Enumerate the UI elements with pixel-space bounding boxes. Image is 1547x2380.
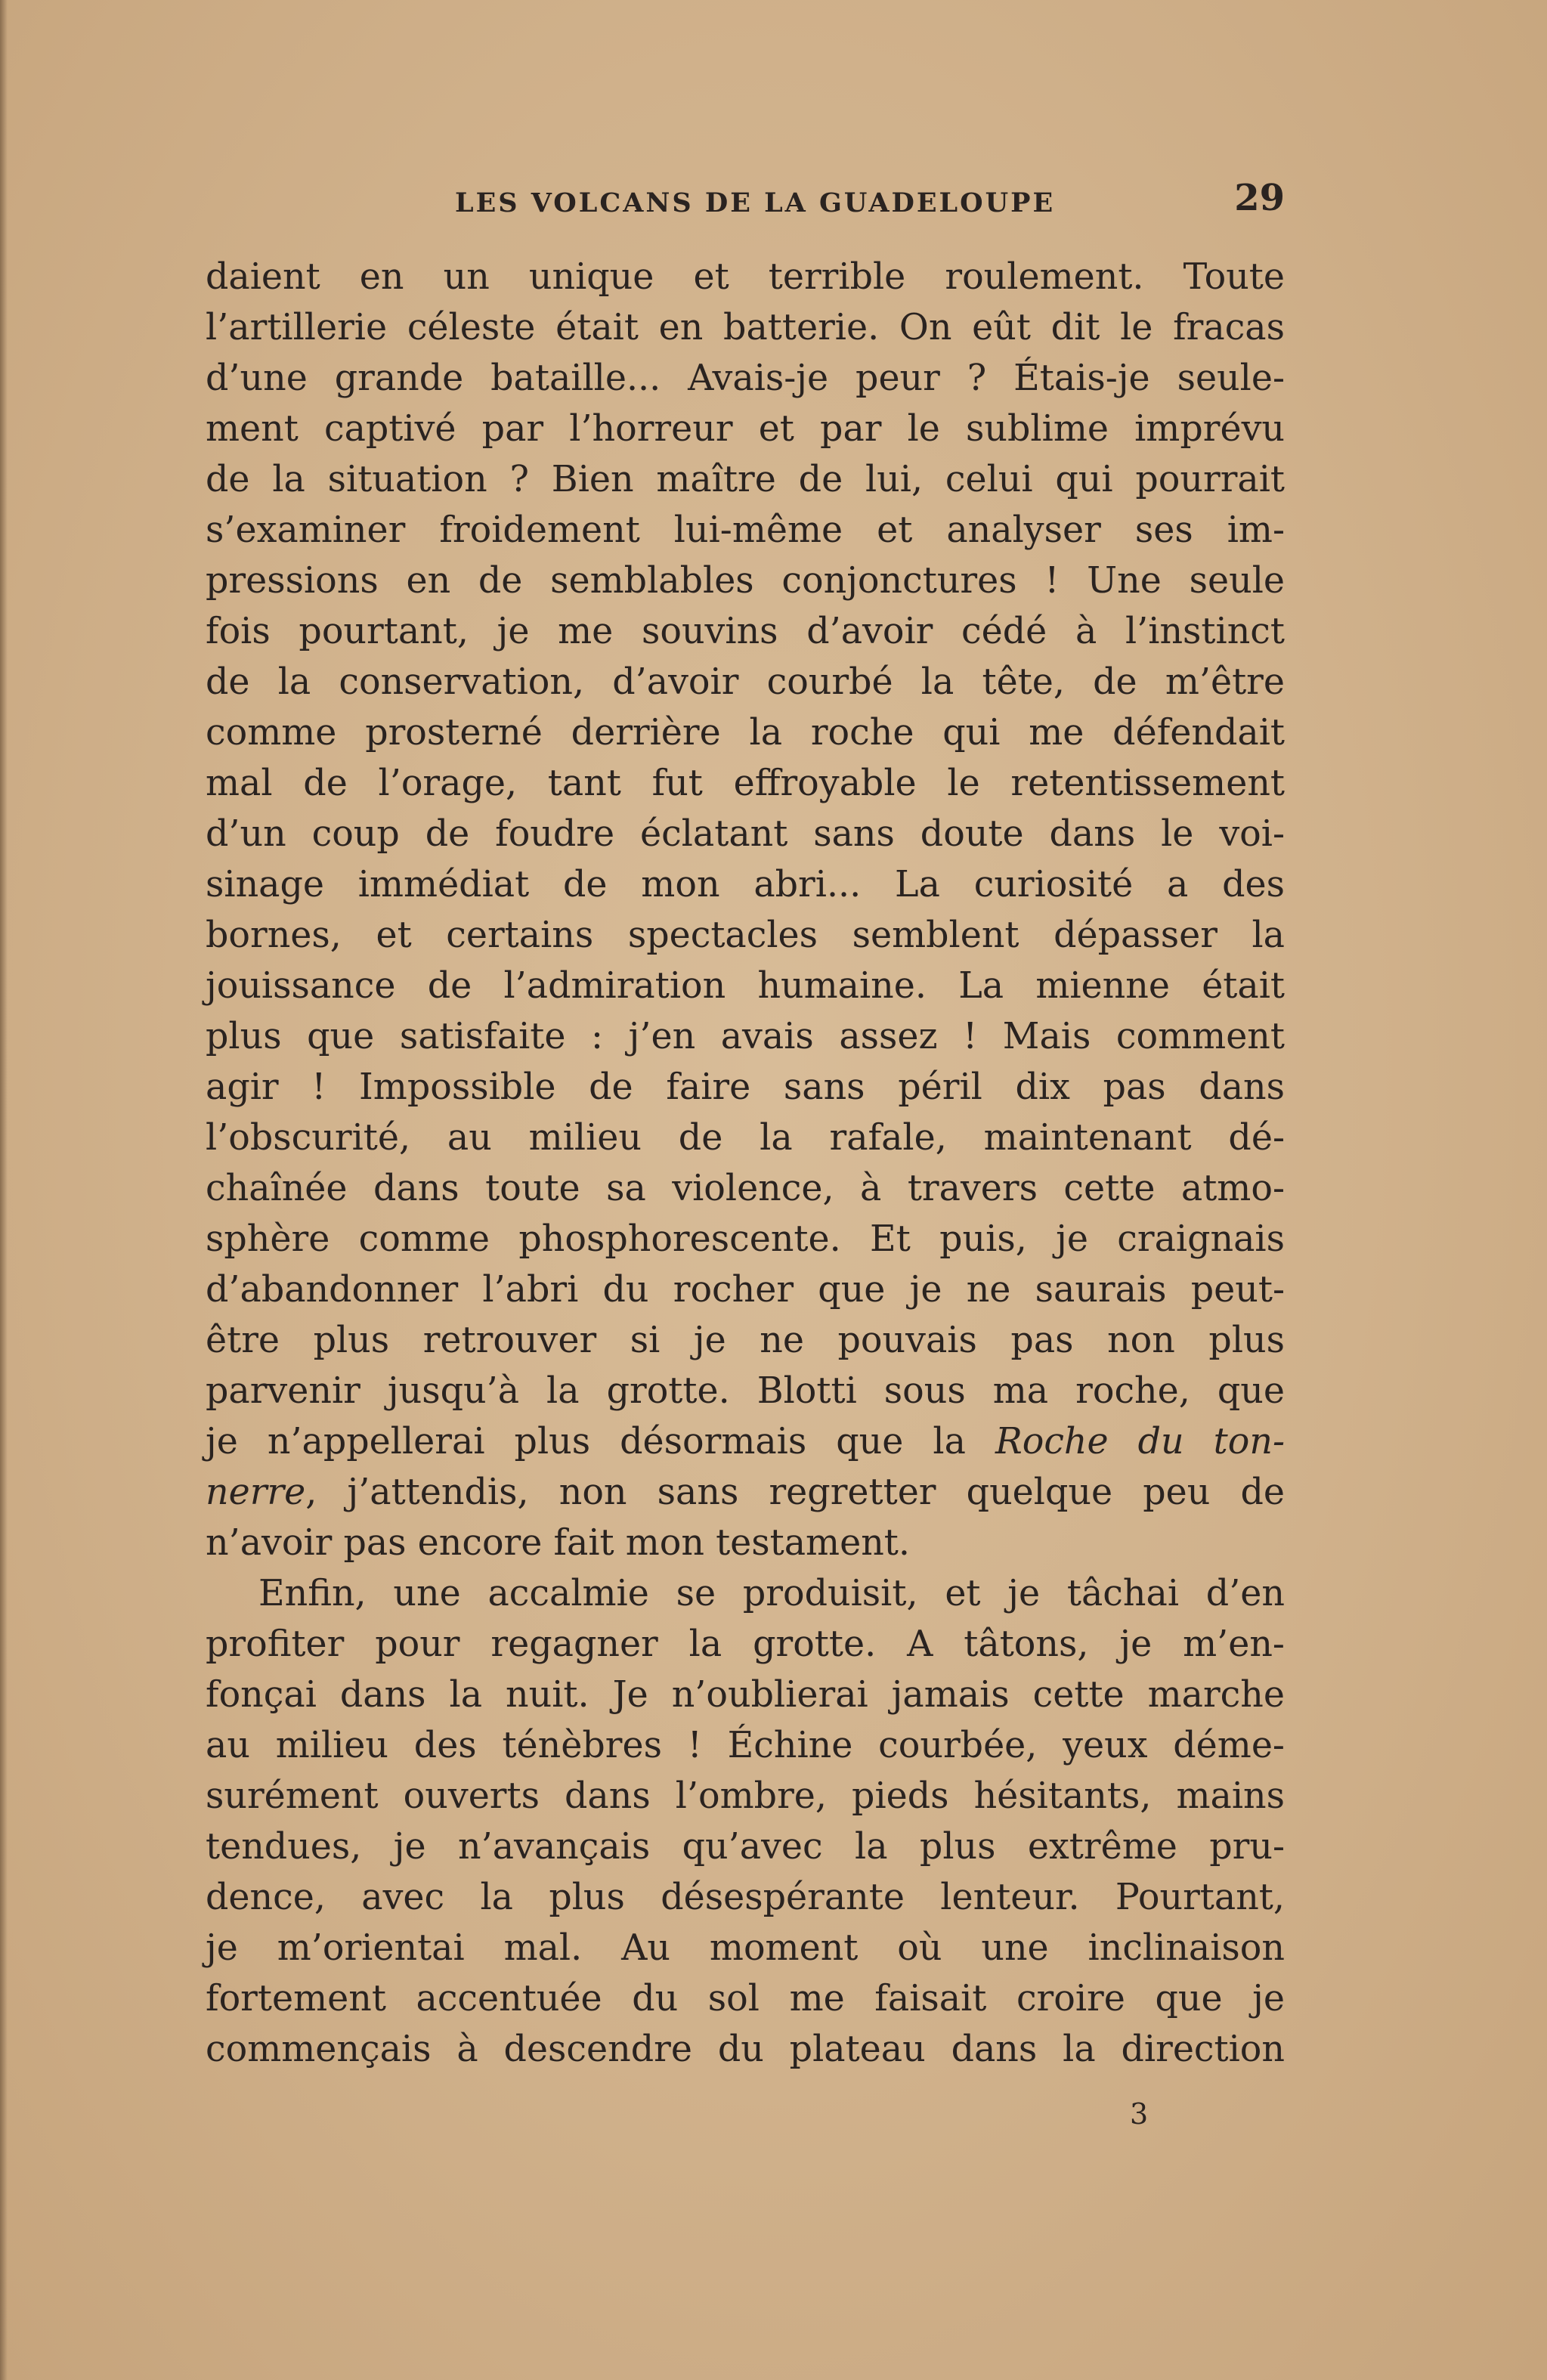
text-line: s’examiner froidement lui-même et analyser ses im- [206,509,1285,551]
text-segment: , j’attendis, non sans regretter quelque peu de [305,1472,1285,1513]
text-line: bornes, et certains spectacles semblent dépasser la [206,915,1285,956]
signature-mark: 3 [1130,2097,1149,2131]
text-line: fortement accentuée du sol me faisait croire que je [206,1978,1285,2019]
text-line: comme prosterné derrière la roche qui me défendait [206,712,1285,754]
text-line: ment captivé par l’horreur et par le sublime imprévu [206,408,1285,450]
text-line: l’obscurité, au milieu de la rafale, maintenant dé- [206,1117,1285,1159]
text-line: je m’orientai mal. Au moment où une inclinaison [206,1927,1285,1969]
running-header [206,171,1285,231]
running-title: LES VOLCANS DE LA GUADELOUPE [455,187,1056,218]
text-line: être plus retrouver si je ne pouvais pas non plus [206,1320,1285,1361]
paragraph-start-line: Enfin, une accalmie se produisit, et je tâchai d’en [258,1573,1285,1614]
text-line: commençais à descendre du plateau dans la direction [206,2029,1285,2070]
text-line: jouissance de l’admiration humaine. La mienne était [206,965,1285,1007]
text-line [206,2075,1285,2125]
text-line: profiter pour regagner la grotte. A tâtons, je m’en- [206,1623,1285,1665]
text-line: de la situation ? Bien maître de lui, celui qui pourrait [206,459,1285,500]
text-line: pressions en de semblables conjonctures ! Une seule [206,560,1285,602]
text-line: l’artillerie céleste était en batterie. On eût dit le fracas [206,307,1285,348]
body-text [206,252,1285,2125]
paragraph-end-line: n’avoir pas encore fait mon testament. [206,1522,910,1564]
text-line: dence, avec la plus désespérante lenteur. Pourtant, [206,1877,1285,1918]
text-line: sphère comme phosphorescente. Et puis, je craignais [206,1218,1285,1260]
page-number: 29 [1234,177,1285,219]
text-line: chaînée dans toute sa violence, à travers cette atmo- [206,1168,1285,1209]
text-line: surément ouverts dans l’ombre, pieds hésitants, mains [206,1775,1285,1817]
text-line: d’une grande bataille... Avais-je peur ? Étais-je seule- [206,357,1285,399]
text-line: plus que satisfaite : j’en avais assez ! Mais comment [206,1016,1285,1057]
page-edge-shadow [0,0,8,2380]
text-segment: je n’appellerai plus désormais que la [206,1421,995,1462]
text-line: fois pourtant, je me souvins d’avoir cédé à l’instinct [206,611,1285,652]
text-line: d’un coup de foudre éclatant sans doute dans le voi- [206,813,1285,855]
text-line: agir ! Impossible de faire sans péril dix pas dans [206,1066,1285,1108]
text-line [206,1467,1285,1518]
text-line: au milieu des ténèbres ! Échine courbée, yeux déme- [206,1725,1285,1766]
text-line: fonçai dans la nuit. Je n’oublierai jamais cette marche [206,1674,1285,1716]
text-line: d’abandonner l’abri du rocher que je ne saurais peut- [206,1269,1285,1311]
italic-term: Roche du ton- [995,1421,1285,1462]
text-line: tendues, je n’avançais qu’avec la plus extrême pru- [206,1826,1285,1868]
text-line: mal de l’orage, tant fut effroyable le retentissement [206,763,1285,804]
italic-term: nerre [206,1472,306,1513]
text-line: de la conservation, d’avoir courbé la tête, de m’être [206,661,1285,703]
text-line: daient en un unique et terrible roulement. Toute [206,256,1285,298]
text-line [206,1416,1285,1467]
text-line: parvenir jusqu’à la grotte. Blotti sous ma roche, que [206,1370,1285,1412]
text-line: sinage immédiat de mon abri... La curiosité a des [206,864,1285,905]
